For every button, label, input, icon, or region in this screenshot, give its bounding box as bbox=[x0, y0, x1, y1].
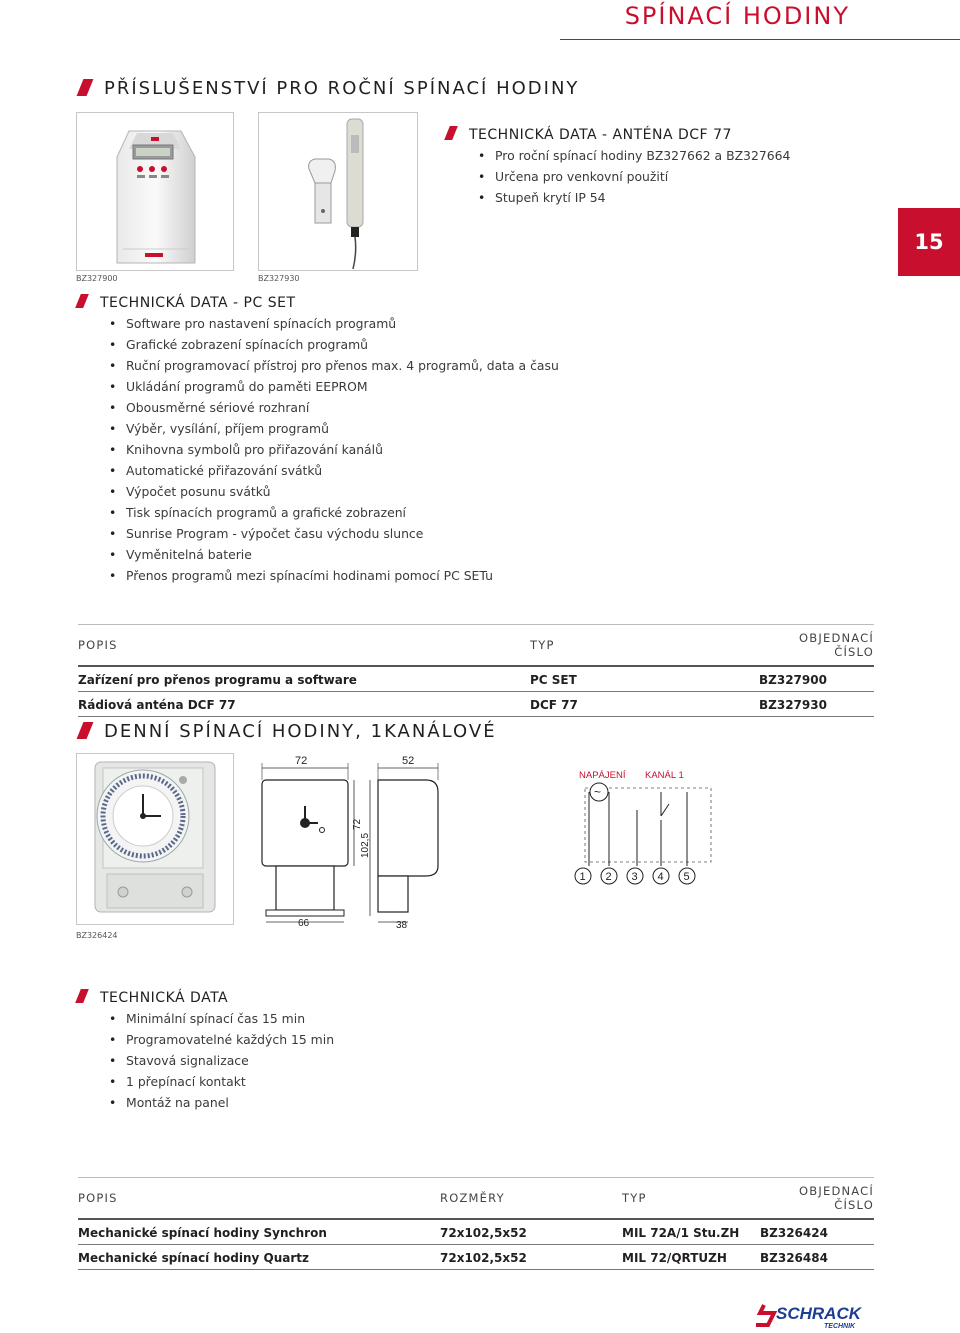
timer-tech-list bbox=[107, 1008, 598, 1113]
pcset-tech-heading-text: TECHNICKÁ DATA - PC SET bbox=[100, 295, 296, 311]
accent-slash-icon bbox=[444, 126, 458, 140]
accent-slash-icon bbox=[75, 989, 89, 1003]
antenna-icon bbox=[259, 113, 417, 270]
product-image-timer bbox=[76, 753, 234, 925]
terminal-3: 3 bbox=[631, 871, 638, 883]
dim-height-front: 72 bbox=[352, 818, 363, 830]
schrack-logo bbox=[754, 1303, 872, 1329]
table-cell: MIL 72A/1 Stu.ZH bbox=[622, 1219, 760, 1245]
column-header: OBJEDNACÍ ČÍSLO bbox=[759, 625, 874, 667]
list-item: • Určena pro venkovní použití bbox=[476, 166, 887, 187]
table-row bbox=[78, 692, 874, 717]
wiring-diagram-svg bbox=[565, 760, 715, 890]
pcset-tech-heading bbox=[78, 294, 598, 311]
accessories-table bbox=[78, 624, 874, 717]
timer-tech-heading-text: TECHNICKÁ DATA bbox=[100, 990, 229, 1006]
column-header: ROZMĚRY bbox=[440, 1178, 622, 1220]
supply-label: NAPÁJENÍ bbox=[579, 770, 626, 781]
table-cell: BZ326484 bbox=[760, 1245, 874, 1270]
antenna-tech-list bbox=[476, 145, 887, 208]
table-row bbox=[78, 1219, 874, 1245]
table-cell: PC SET bbox=[530, 666, 759, 692]
table-cell: MIL 72/QRTUZH bbox=[622, 1245, 760, 1270]
table-row bbox=[78, 666, 874, 692]
table-cell: BZ326424 bbox=[760, 1219, 874, 1245]
timers-table bbox=[78, 1177, 874, 1270]
list-item: • Tisk spínacích programů a grafické zobrazení bbox=[107, 502, 598, 523]
table-cell: BZ327900 bbox=[759, 666, 874, 692]
terminal-1: 1 bbox=[579, 871, 586, 883]
product-image-pc-set bbox=[76, 112, 234, 271]
table-cell: 72x102,5x52 bbox=[440, 1219, 622, 1245]
page-title: SPÍNACÍ HODINY bbox=[624, 2, 850, 30]
dimension-drawing-svg bbox=[250, 750, 460, 930]
dim-width-front: 72 bbox=[295, 755, 308, 767]
product-image-antenna bbox=[258, 112, 418, 271]
list-item: • Stupeň krytí IP 54 bbox=[476, 187, 887, 208]
table-cell: BZ327930 bbox=[759, 692, 874, 717]
table-cell: Mechanické spínací hodiny Synchron bbox=[78, 1219, 440, 1245]
dim-bottom-width: 66 bbox=[298, 918, 310, 929]
list-item: • Vyměnitelná baterie bbox=[107, 544, 598, 565]
terminal-5: 5 bbox=[683, 871, 690, 883]
timer-device-icon bbox=[77, 754, 233, 924]
list-item: • Obousměrné sériové rozhraní bbox=[107, 397, 598, 418]
list-item: • Minimální spínací čas 15 min bbox=[107, 1008, 598, 1029]
column-header: TYP bbox=[530, 625, 759, 667]
list-item: • Sunrise Program - výpočet času východu slunce bbox=[107, 523, 598, 544]
dim-bottom-depth: 38 bbox=[396, 920, 408, 930]
dimension-drawing bbox=[250, 750, 460, 930]
list-item: • Grafické zobrazení spínacích programů bbox=[107, 334, 598, 355]
logo-text: SCHRACK bbox=[776, 1304, 861, 1323]
image-caption-antenna: BZ327930 bbox=[258, 274, 300, 283]
column-header: POPIS bbox=[78, 1178, 440, 1220]
list-item: • Výběr, vysílání, příjem programů bbox=[107, 418, 598, 439]
table-cell: Rádiová anténa DCF 77 bbox=[78, 692, 530, 717]
list-item: • Stavová signalizace bbox=[107, 1050, 598, 1071]
list-item: • Programovatelné každých 15 min bbox=[107, 1029, 598, 1050]
timer-tech-block bbox=[78, 989, 598, 1113]
pc-set-device-icon bbox=[77, 113, 233, 270]
list-item: • Pro roční spínací hodiny BZ327662 a BZ327664 bbox=[476, 145, 887, 166]
dim-depth: 52 bbox=[402, 755, 415, 767]
terminal-2: 2 bbox=[605, 871, 612, 883]
accent-slash-icon bbox=[75, 294, 89, 308]
table-header-row bbox=[78, 625, 874, 667]
pcset-tech-list bbox=[107, 313, 598, 586]
pcset-tech-block bbox=[78, 294, 598, 586]
timer-tech-heading bbox=[78, 989, 598, 1006]
section-heading-accessories bbox=[80, 78, 579, 99]
antenna-tech-heading bbox=[447, 126, 887, 143]
column-header: TYP bbox=[622, 1178, 760, 1220]
table-cell: Zařízení pro přenos programu a software bbox=[78, 666, 530, 692]
list-item: • Ukládání programů do paměti EEPROM bbox=[107, 376, 598, 397]
dim-height-total: 102,5 bbox=[360, 832, 371, 858]
channel-label: KANÁL 1 bbox=[645, 770, 684, 781]
antenna-tech-block bbox=[447, 126, 887, 208]
section-heading-text: DENNÍ SPÍNACÍ HODINY, 1KANÁLOVÉ bbox=[104, 721, 497, 742]
section-heading-daily-timers bbox=[80, 721, 497, 742]
title-rule bbox=[560, 39, 960, 40]
list-item: • Automatické přiřazování svátků bbox=[107, 460, 598, 481]
image-caption-timer: BZ326424 bbox=[76, 931, 118, 940]
wiring-diagram bbox=[565, 760, 715, 890]
section-heading-text: PŘÍSLUŠENSTVÍ PRO ROČNÍ SPÍNACÍ HODINY bbox=[104, 78, 580, 99]
table-cell: DCF 77 bbox=[530, 692, 759, 717]
image-caption-pc-set: BZ327900 bbox=[76, 274, 118, 283]
column-header: OBJEDNACÍ ČÍSLO bbox=[760, 1178, 874, 1220]
accent-slash-icon bbox=[77, 722, 94, 739]
table-cell: Mechanické spínací hodiny Quartz bbox=[78, 1245, 440, 1270]
schrack-logo-icon bbox=[754, 1303, 872, 1329]
section-number-tab: 15 bbox=[898, 208, 960, 276]
table-row bbox=[78, 1245, 874, 1270]
list-item: • 1 přepínací kontakt bbox=[107, 1071, 598, 1092]
table-cell: 72x102,5x52 bbox=[440, 1245, 622, 1270]
accent-slash-icon bbox=[77, 79, 94, 96]
table-header-row bbox=[78, 1178, 874, 1220]
list-item: • Software pro nastavení spínacích programů bbox=[107, 313, 598, 334]
list-item: • Ruční programovací přístroj pro přenos max. 4 programů, data a času bbox=[107, 355, 598, 376]
list-item: • Knihovna symbolů pro přiřazování kanálů bbox=[107, 439, 598, 460]
antenna-tech-heading-text: TECHNICKÁ DATA - ANTÉNA DCF 77 bbox=[469, 127, 732, 143]
column-header: POPIS bbox=[78, 625, 530, 667]
list-item: • Přenos programů mezi spínacími hodinami pomocí PC SETu bbox=[107, 565, 598, 586]
terminal-4: 4 bbox=[657, 871, 664, 883]
list-item: • Výpočet posunu svátků bbox=[107, 481, 598, 502]
svg-text:~: ~ bbox=[594, 785, 602, 799]
logo-subtext: TECHNIK bbox=[824, 1323, 856, 1329]
list-item: • Montáž na panel bbox=[107, 1092, 598, 1113]
